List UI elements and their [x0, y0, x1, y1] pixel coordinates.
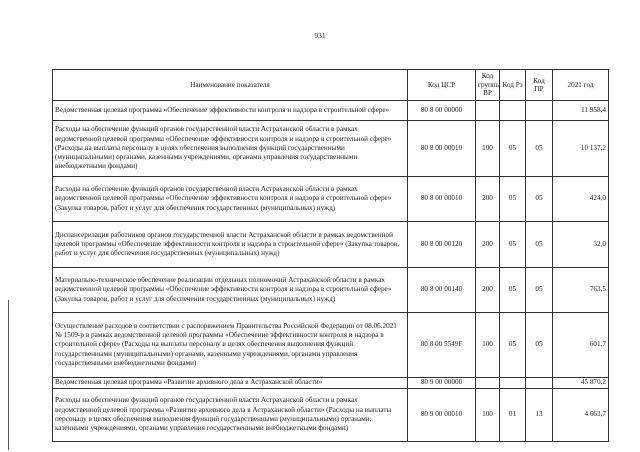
row-csr: 80 9 00 00000	[408, 378, 476, 389]
row-rz	[500, 378, 526, 389]
page-number: 931	[314, 31, 326, 40]
table-row	[53, 177, 609, 222]
row-name: Ведомственная целевая программа «Развитие архивного дела в Астраханской области»	[53, 378, 408, 389]
budget-table	[52, 69, 609, 442]
row-csr: 80 8 00 00000	[408, 101, 476, 121]
table-row	[53, 389, 609, 442]
row-amount: 4 663,7	[553, 389, 609, 442]
table-row	[53, 222, 609, 268]
row-csr: 80 8 00 00120	[408, 222, 476, 268]
row-rz: 05	[500, 268, 526, 313]
row-name: Расходы на обеспечение функций органов государственной власти Астраханской области в рамках ведомственной целевой программы «Обеспечение эффективности контроля и надзора в строительной сфере» (Закупка товаров, работ и услуг для обеспечения государственных (муниципальных) нужд)	[53, 177, 408, 222]
table-row	[53, 378, 609, 389]
row-amount: 424,0	[553, 177, 609, 222]
row-name: Осуществление расходов в соответствии с распоряжением Правительства Российской Федерации от 08.06.2021 № 1509-р в рамках ведомственной целевой программы «Обеспечение эффективности контроля и надзора в строительной сфере» (Расходы на выплаты персоналу в целях обеспечения выполнения функций государственными (муниципальными) органами, казенными учреждениями, органами управления государственными внебюджетными фондами)	[53, 313, 408, 378]
row-rz: 05	[500, 121, 526, 177]
table-row	[53, 121, 609, 177]
row-rz	[500, 101, 526, 121]
row-pr: 05	[526, 313, 553, 378]
row-vr: 100	[476, 389, 500, 442]
row-pr	[526, 378, 553, 389]
table-row	[53, 101, 609, 121]
header-vr: Код группы ВР	[476, 70, 500, 101]
row-name: Расходы на обеспечение функций органов государственной власти Астраханской области в рамках ведомственной целевой программы «Развитие архивного дела в Астраханской области» (Расходы на выплаты персоналу в целях обеспечения выполнения функций государственными (муниципальными) органами, казенными учреждениями, органами управления государственными внебюджетными фондами)	[53, 389, 408, 442]
row-pr: 05	[526, 177, 553, 222]
row-csr: 80 9 00 00010	[408, 389, 476, 442]
row-rz: 05	[500, 177, 526, 222]
row-name: Расходы на обеспечение функций органов государственной власти Астраханской области в рамках ведомственной целевой программы «Обеспечение эффективности контроля и надзора в строительной сфере» (Расходы на выплаты персоналу в целях обеспечения выполнения функций государственными (муниципальными) органами, казенными учреждениями, органами управления государственными внебюджетными фондами)	[53, 121, 408, 177]
row-pr	[526, 101, 553, 121]
row-pr: 05	[526, 222, 553, 268]
header-year: 2021 год	[553, 70, 609, 101]
header-rz: Код Рз	[500, 70, 526, 101]
header-csr: Код ЦСР	[408, 70, 476, 101]
row-rz: 05	[500, 313, 526, 378]
row-amount: 32,0	[553, 222, 609, 268]
row-amount: 10 137,2	[553, 121, 609, 177]
row-vr: 100	[476, 121, 500, 177]
row-vr	[476, 378, 500, 389]
header-name: Наименование показателя	[53, 70, 408, 101]
row-pr: 13	[526, 389, 553, 442]
row-name: Ведомственная целевая программа «Обеспечение эффективности контроля и надзора в строительной сфере»	[53, 101, 408, 121]
row-vr: 100	[476, 313, 500, 378]
row-rz: 05	[500, 222, 526, 268]
row-pr: 05	[526, 121, 553, 177]
row-vr: 200	[476, 268, 500, 313]
row-csr: 80 8 00 00140	[408, 268, 476, 313]
row-amount: 45 870,2	[553, 378, 609, 389]
header-pr: Код ПР	[526, 70, 553, 101]
row-pr: 05	[526, 268, 553, 313]
row-amount: 601,7	[553, 313, 609, 378]
row-amount: 763,5	[553, 268, 609, 313]
row-vr	[476, 101, 500, 121]
row-name: Материально-техническое обеспечение реализации отдельных полномочий Астраханской области в рамках ведомственной целевой программы «Обеспечение эффективности контроля и надзора в строительной сфере» (Закупка товаров, работ и услуг для обеспечения государственных (муниципальных) нужд)	[53, 268, 408, 313]
row-csr: 80 8 00 5549F	[408, 313, 476, 378]
scan-margin-line	[8, 300, 9, 450]
row-amount: 11 958,4	[553, 101, 609, 121]
row-csr: 80 8 00 00010	[408, 121, 476, 177]
row-vr: 200	[476, 177, 500, 222]
table-row	[53, 313, 609, 378]
row-rz: 01	[500, 389, 526, 442]
row-csr: 80 8 00 00010	[408, 177, 476, 222]
table-row	[53, 268, 609, 313]
row-vr: 200	[476, 222, 500, 268]
table-header-row	[53, 70, 609, 101]
row-name: Диспансеризация работников органов государственной власти Астраханской области в рамках ведомственной целевой программы «Обеспечение эффективности контроля и надзора в строительной сфере» (Закупка товаров, работ и услуг для обеспечения государственных (муниципальных) нужд)	[53, 222, 408, 268]
